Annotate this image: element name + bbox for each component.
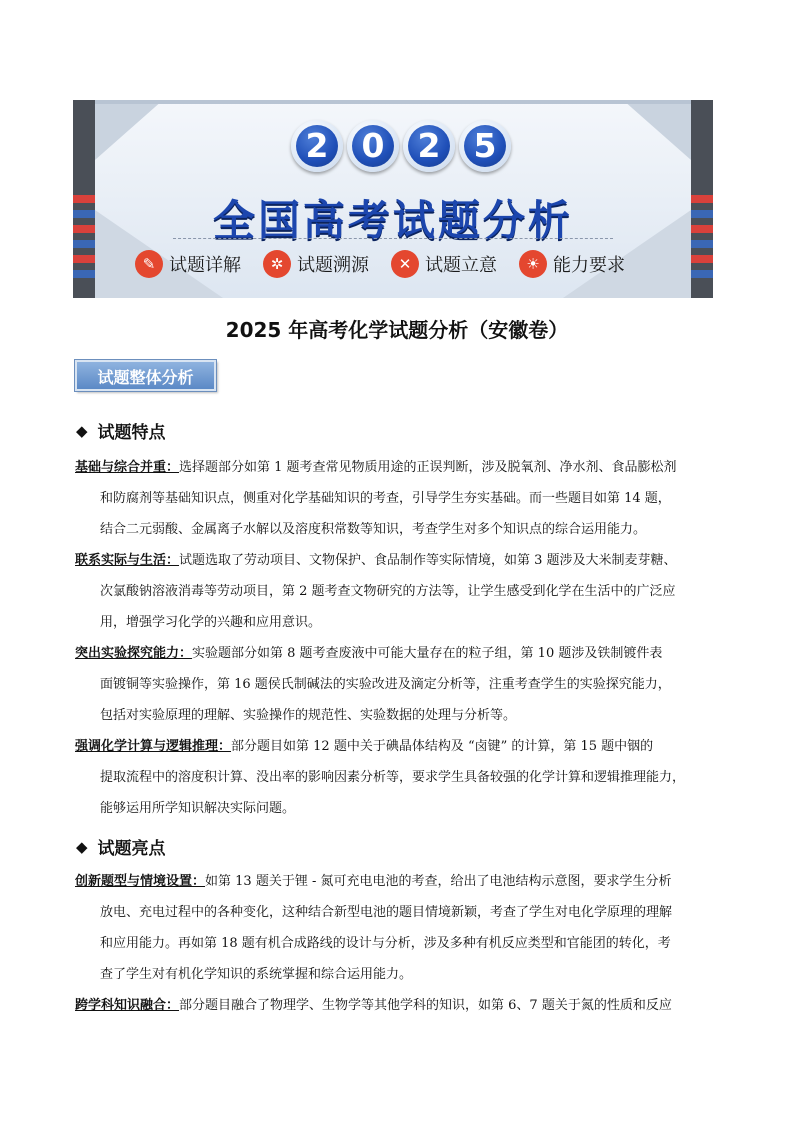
paragraph-line: 选择题部分如第 1 题考查常见物质用途的正误判断，涉及脱氧剂、净水剂、食品膨松剂 (179, 460, 677, 475)
paragraph-line: 查了学生对有机化学知识的系统掌握和综合运用能力。 (100, 967, 413, 982)
section-heading (76, 834, 166, 859)
paragraph-line: 如第 13 题关于锂 - 氮可充电电池的考查，给出了电池结构示意图，要求学生分析 (205, 874, 672, 889)
paragraph (75, 545, 721, 638)
pill-label: 试题详解 (169, 255, 241, 276)
year-digit-badge (291, 120, 343, 172)
paragraph-label: 基础与综合并重： (75, 460, 180, 475)
section-heading-text: 试题亮点 (97, 839, 166, 859)
pill-item (519, 246, 625, 282)
paragraph-line: 实验题部分如第 8 题考查废液中可能大量存在的粒子组，第 10 题涉及铁制镀件表 (192, 646, 663, 661)
paragraph-line: 放电、充电过程中的各种变化，这种结合新型电池的题目情境新颖，考查了学生对电化学原理的理解 (100, 905, 673, 920)
gear-icon: ✲ (263, 250, 291, 278)
section-heading-text: 试题特点 (97, 423, 166, 443)
year-digit: 5 (464, 125, 506, 167)
paragraph-line: 试题选取了劳动项目、文物保护、食品制作等实际情境，如第 3 题涉及大米制麦芽糖、 (179, 553, 677, 568)
pill-item (263, 246, 369, 282)
paragraph (75, 731, 721, 824)
pill-label: 试题溯源 (297, 255, 369, 276)
paragraph-line: 结合二元弱酸、金属离子水解以及溶度积常数等知识，考查学生对多个知识点的综合运用能力。 (100, 522, 647, 537)
pill-item (135, 246, 241, 282)
tools-icon: ✕ (391, 250, 419, 278)
paragraph-label: 突出实验探究能力： (75, 646, 193, 661)
paragraph-line: 部分题目融合了物理学、生物学等其他学科的知识，如第 6、7 题关于氮的性质和反应 (179, 998, 672, 1013)
year-digit-badge (403, 120, 455, 172)
year-digit: 2 (408, 125, 450, 167)
paragraph-line: 和防腐剂等基础知识点，侧重对化学基础知识的考查，引导学生夯实基础。而一些题目如第 14 题， (100, 491, 671, 506)
document-icon: ✎ (135, 250, 163, 278)
banner-divider (173, 238, 613, 239)
paragraph-line: 包括对实验原理的理解、实验操作的规范性、实验数据的处理与分析等。 (100, 708, 517, 723)
year-digit-badge (459, 120, 511, 172)
paragraph-label: 跨学科知识融合： (75, 998, 180, 1013)
section-heading (76, 418, 166, 443)
paragraph-line: 和应用能力。再如第 18 题有机合成路线的设计与分析，涉及多种有机反应类型和官能团的转化，考 (100, 936, 671, 951)
diamond-bullet-icon: ◆ (76, 837, 88, 856)
document-title: 2025 年高考化学试题分析（安徽卷） (225, 318, 569, 342)
diamond-bullet-icon: ◆ (76, 421, 88, 440)
paragraph (75, 452, 721, 545)
paragraph (75, 866, 721, 990)
pill-label: 试题立意 (425, 255, 497, 276)
paragraph-label: 联系实际与生活： (75, 553, 180, 568)
section-label: 试题整体分析 (75, 360, 216, 391)
year-digit: 2 (296, 125, 338, 167)
paragraph-line: 次氯酸钠溶液消毒等劳动项目，第 2 题考查文物研究的方法等，让学生感受到化学在生活中的广泛应 (100, 584, 676, 599)
paragraph-line: 能够运用所学知识解决实际问题。 (100, 801, 296, 816)
paragraph-line: 提取流程中的溶度积计算、没出率的影响因素分析等，要求学生具备较强的化学计算和逻辑推理能力， (100, 770, 686, 785)
banner-pills (73, 246, 713, 282)
paragraph-line: 部分题目如第 12 题中关于碘晶体结构及 “卤键” 的计算，第 15 题中铟的 (231, 739, 654, 754)
header-banner (73, 100, 713, 298)
year-badges (73, 120, 713, 176)
banner-title: 全国高考试题分析 (212, 196, 573, 245)
paragraph-line: 面镀铜等实验操作，第 16 题侯氏制碱法的实验改进及滴定分析等，注重考查学生的实验探究能力， (100, 677, 671, 692)
year-digit-badge (347, 120, 399, 172)
paragraph-line: 用，增强学习化学的兴趣和应用意识。 (100, 615, 322, 630)
year-digit: 0 (352, 125, 394, 167)
paragraph-label: 强调化学计算与逻辑推理： (75, 739, 232, 754)
lightbulb-icon: ☀ (519, 250, 547, 278)
paragraph (75, 638, 721, 731)
pill-label: 能力要求 (553, 255, 625, 276)
pill-item (391, 246, 497, 282)
paragraph-label: 创新题型与情境设置： (75, 874, 206, 889)
paragraph (75, 990, 721, 1021)
